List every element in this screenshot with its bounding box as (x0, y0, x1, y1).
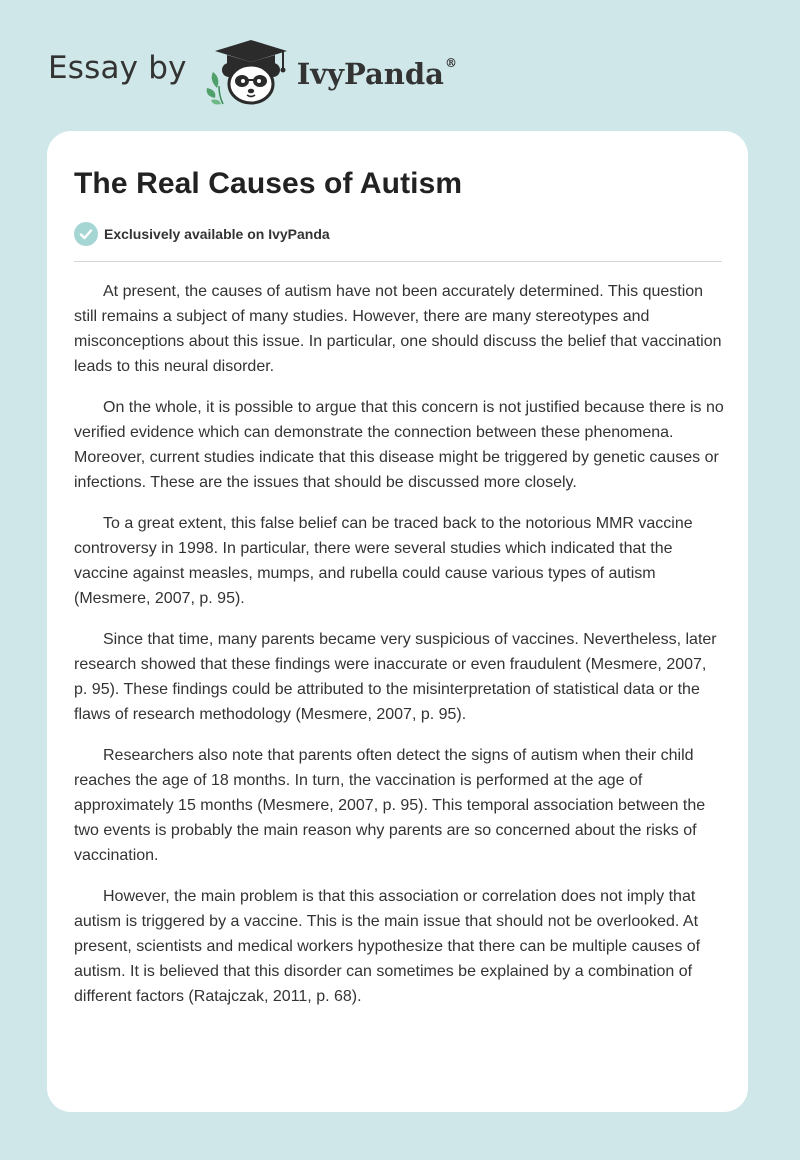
brand-prefix: Essay by (48, 50, 187, 86)
page-title: The Real Causes of Autism (74, 167, 463, 200)
exclusive-badge (74, 222, 330, 246)
paragraph: Since that time, many parents became very suspicious of vaccines. Nevertheless, later research showed that these findings were inaccurate or even fraudulent (Mesmere, 2007, p. 95). These findings could be attributed to the misinterpretation of statistical data or the flaws of research methodology (Mesmere, 2007, p. 95). (74, 631, 717, 723)
brand-name: IvyPanda® (296, 56, 457, 91)
registered-mark: ® (444, 56, 457, 71)
panda-graduate-logo-icon (203, 36, 295, 108)
title-divider (74, 261, 722, 262)
brand-header[interactable] (48, 36, 457, 108)
badge-text: Exclusively available on IvyPanda (104, 226, 330, 242)
essay-card (47, 131, 748, 1112)
paragraph: At present, the causes of autism have not been accurately determined. This question still remains a subject of many studies. However, there are many stereotypes and misconceptions about this issue. In particular, one should discuss the belief that vaccination leads to this neural disorder. (74, 283, 722, 375)
check-circle-icon (74, 222, 98, 246)
paragraph: On the whole, it is possible to argue that this concern is not justified because there is no verified evidence which can demonstrate the connection between these phenomena. Moreover, current studies indicate that this disease might be triggered by genetic causes or infections. These are the issues that should be discussed more closely. (74, 399, 724, 491)
paragraph: To a great extent, this false belief can be traced back to the notorious MMR vaccine controversy in 1998. In particular, there were several studies which indicated that the vaccine against measles, mumps, and rubella could cause various types of autism (Mesmere, 2007, p. 95). (74, 515, 693, 607)
paragraph: Researchers also note that parents often detect the signs of autism when their child reaches the age of 18 months. In turn, the vaccination is performed at the age of approximately 15 months (Mesmere, 2007, p. 95). This temporal association between the two events is probably the main reason why parents are so concerned about the risks of vaccination. (74, 747, 706, 864)
paragraph: However, the main problem is that this association or correlation does not imply that autism is triggered by a vaccine. This is the main issue that should not be overlooked. At present, scientists and medical workers hypothesize that there can be multiple causes of autism. It is believed that this disorder can sometimes be explained by a combination of different factors (Ratajczak, 2011, p. 68). (74, 888, 701, 1005)
essay-body (74, 279, 724, 1025)
